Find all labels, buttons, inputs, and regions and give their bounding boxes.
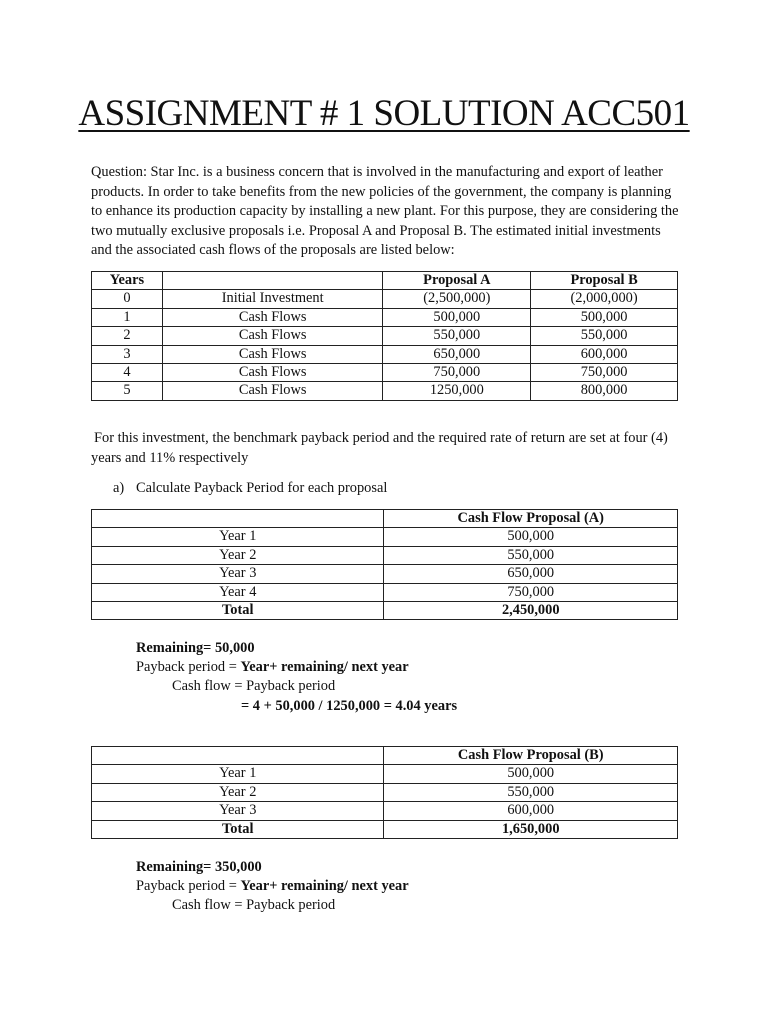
year-cell: Year 1 [92, 528, 384, 546]
header-cell: Years [92, 272, 163, 290]
year-cell: Year 2 [92, 546, 384, 564]
table-row [92, 382, 678, 400]
table-row [92, 364, 678, 382]
remaining-a: Remaining= 50,000 [136, 640, 255, 656]
proposal-b-cell: (2,000,000) [531, 290, 678, 308]
cashflow-cell: 600,000 [384, 802, 678, 820]
question-paragraph: Question: Star Inc. is a business concern that is involved in the manufacturing and export of leather products. In order to take benefits from the new policies of the government, the company is planning to enhance its production capacity by installing a new plant. For this purpose, they are considering the two mutually exclusive proposals i.e. Proposal A and Proposal B. The estimated initial investments and the associated cash flows of the proposals are listed below: [91, 164, 679, 259]
table-row [92, 765, 678, 783]
proposal-b-cell: 750,000 [531, 364, 678, 382]
cashflow-line-b: Cash flow = Payback period [172, 897, 336, 913]
year-cell: Year 2 [92, 783, 384, 801]
table-header-row [92, 510, 678, 528]
header-cell: Cash Flow Proposal (A) [384, 510, 678, 528]
table-total-row [92, 602, 678, 620]
header-cell [162, 272, 383, 290]
proposal-a-cell: 1250,000 [383, 382, 531, 400]
cashflow-cell: 500,000 [384, 765, 678, 783]
table-row [92, 802, 678, 820]
year-cell: 3 [92, 345, 163, 363]
table-row [92, 583, 678, 601]
table-header-row [92, 272, 678, 290]
payback-prefix: Payback period = [136, 659, 241, 675]
year-cell: 0 [92, 290, 163, 308]
proposal-b-cashflow-table [91, 746, 678, 839]
total-value-cell: 2,450,000 [384, 602, 678, 620]
cashflow-cell: 650,000 [384, 565, 678, 583]
description-cell: Cash Flows [162, 327, 383, 345]
year-cell: 5 [92, 382, 163, 400]
year-cell: Year 3 [92, 802, 384, 820]
cashflow-cell: 550,000 [384, 783, 678, 801]
table-row [92, 290, 678, 308]
header-cell: Proposal A [383, 272, 531, 290]
year-cell: Year 4 [92, 583, 384, 601]
payback-formula-b [136, 877, 409, 896]
benchmark-paragraph: For this investment, the benchmark payback period and the required rate of return are set at four (4) years and 11% respectively [91, 430, 668, 466]
cashflow-cell: 750,000 [384, 583, 678, 601]
total-value-cell: 1,650,000 [384, 820, 678, 838]
proposal-b-cell: 800,000 [531, 382, 678, 400]
proposal-a-cell: 650,000 [383, 345, 531, 363]
proposal-a-cashflow-table [91, 509, 678, 620]
header-cell: Cash Flow Proposal (B) [384, 747, 678, 765]
proposal-a-cell: 750,000 [383, 364, 531, 382]
table-row [92, 528, 678, 546]
proposal-b-cell: 600,000 [531, 345, 678, 363]
payback-formula: Year+ remaining/ next year [240, 878, 409, 894]
description-cell: Cash Flows [162, 382, 383, 400]
proposal-b-cell: 500,000 [531, 308, 678, 326]
table-row [92, 783, 678, 801]
payback-result-a: = 4 + 50,000 / 1250,000 = 4.04 years [241, 698, 458, 714]
total-label-cell: Total [92, 602, 384, 620]
cashflow-line-a: Cash flow = Payback period [172, 678, 336, 694]
table-row [92, 565, 678, 583]
year-cell: 2 [92, 327, 163, 345]
description-cell: Initial Investment [162, 290, 383, 308]
description-cell: Cash Flows [162, 345, 383, 363]
cashflow-cell: 500,000 [384, 528, 678, 546]
payback-formula-a [136, 658, 409, 677]
payback-formula: Year+ remaining/ next year [240, 659, 409, 675]
description-cell: Cash Flows [162, 364, 383, 382]
table-row [92, 327, 678, 345]
table-row [92, 345, 678, 363]
proposal-a-cell: 500,000 [383, 308, 531, 326]
header-cell: Proposal B [531, 272, 678, 290]
table-row [92, 308, 678, 326]
part-a-label: Calculate Payback Period for each proposal [136, 480, 388, 496]
proposals-table [91, 271, 678, 401]
remaining-b: Remaining= 350,000 [136, 859, 262, 875]
proposal-a-cell: 550,000 [383, 327, 531, 345]
page-title: ASSIGNMENT # 1 SOLUTION ACC501 [78, 93, 690, 134]
header-cell [92, 510, 384, 528]
proposal-a-cell: (2,500,000) [383, 290, 531, 308]
year-cell: 1 [92, 308, 163, 326]
table-total-row [92, 820, 678, 838]
year-cell: Year 1 [92, 765, 384, 783]
part-a-marker: a) [113, 480, 125, 496]
total-label-cell: Total [92, 820, 384, 838]
cashflow-cell: 550,000 [384, 546, 678, 564]
payback-prefix: Payback period = [136, 878, 241, 894]
year-cell: Year 3 [92, 565, 384, 583]
year-cell: 4 [92, 364, 163, 382]
proposal-b-cell: 550,000 [531, 327, 678, 345]
description-cell: Cash Flows [162, 308, 383, 326]
table-header-row [92, 747, 678, 765]
table-row [92, 546, 678, 564]
header-cell [92, 747, 384, 765]
